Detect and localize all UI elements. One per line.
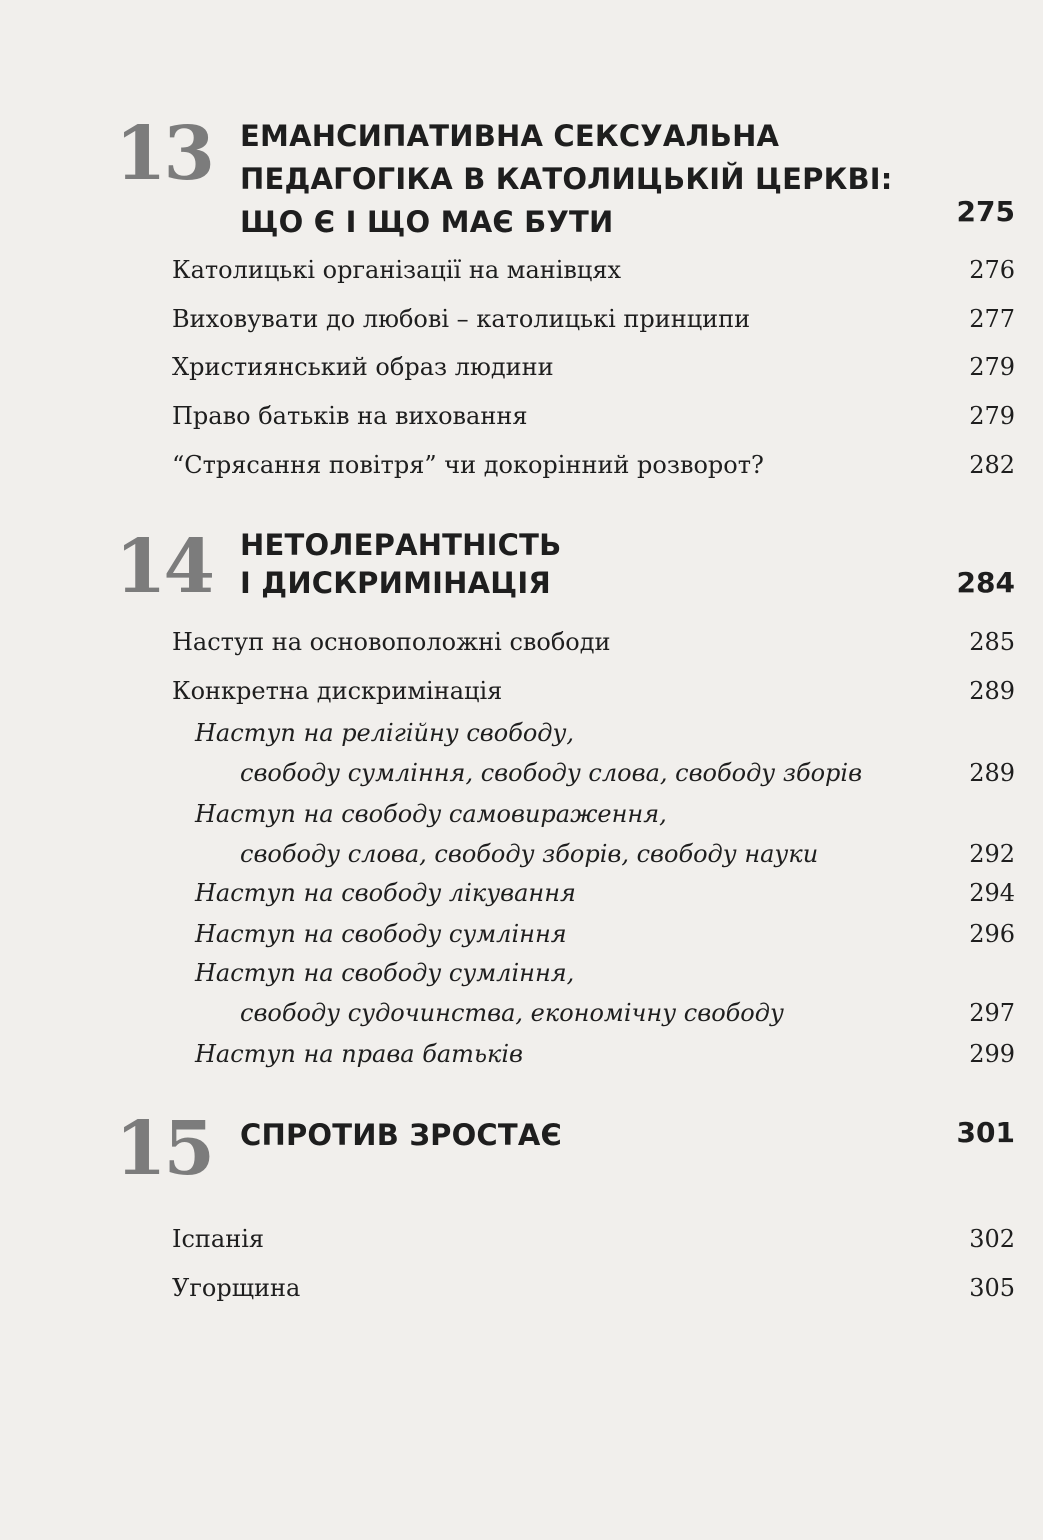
toc-subentry-line: свободу сумління, свободу слова, свободу зборів — [240, 759, 863, 787]
toc-page-number: 279 — [969, 353, 1015, 381]
chapter-title-line: ПЕДАГОГІКА В КАТОЛИЦЬКІЙ ЦЕРКВІ: — [240, 162, 893, 196]
toc-subentry-line: Наступ на релігійну свободу, — [195, 719, 575, 747]
toc-page-number: 296 — [969, 920, 1015, 948]
toc-subentry[interactable] — [195, 718, 1015, 788]
toc-entry-label: “Стрясання повітря” чи докорінний розворот? — [172, 451, 764, 479]
toc-entry-label: Угорщина — [172, 1274, 301, 1302]
toc-page-number: 289 — [969, 759, 1015, 787]
toc-entry[interactable] — [172, 401, 1015, 431]
chapter-page-number: 301 — [956, 1116, 1015, 1149]
toc-entry-label: Християнський образ людини — [172, 353, 554, 381]
chapter-title-line: ЕМАНСИПАТИВНА СЕКСУАЛЬНА — [240, 119, 780, 153]
toc-page-number: 294 — [969, 879, 1015, 907]
toc-subentry-line: свободу слова, свободу зборів, свободу науки — [240, 840, 819, 868]
toc-subentry[interactable] — [195, 799, 1015, 869]
toc-subentry-line: Наступ на права батьків — [195, 1040, 523, 1068]
chapter-title[interactable] — [240, 526, 930, 602]
toc-page-number: 302 — [969, 1225, 1015, 1253]
toc-subentry-line: Наступ на свободу сумління — [195, 920, 567, 948]
toc-entry[interactable] — [172, 627, 1015, 657]
toc-entry[interactable] — [172, 676, 1015, 706]
toc-subentry[interactable] — [195, 958, 1015, 1028]
toc-page-number: 292 — [969, 840, 1015, 868]
chapter-13 — [115, 111, 1015, 242]
chapter-page-number: 284 — [956, 566, 1015, 599]
chapter-title[interactable] — [240, 115, 930, 244]
toc-page-number: 277 — [969, 305, 1015, 333]
chapter-title-line: ЩО Є І ЩО МАЄ БУТИ — [240, 205, 614, 239]
toc-subentry-line: Наступ на свободу самовираження, — [195, 800, 667, 828]
chapter-number: 15 — [115, 1106, 212, 1192]
toc-page-number: 297 — [969, 999, 1015, 1027]
toc-page-number: 282 — [969, 451, 1015, 479]
toc-entry-label: Наступ на основоположні свободи — [172, 628, 611, 656]
toc-subentry[interactable] — [195, 1039, 1015, 1069]
toc-subentry-line: свободу судочинства, економічну свободу — [240, 999, 784, 1027]
toc-entry-label: Виховувати до любові – католицькі принципи — [172, 305, 751, 333]
chapter-title-line: НЕТОЛЕРАНТНІСТЬ — [240, 528, 562, 562]
toc-entry[interactable] — [172, 255, 1015, 285]
toc-entry[interactable] — [172, 1273, 1015, 1303]
toc-entry[interactable] — [172, 1224, 1015, 1254]
chapter-number: 14 — [115, 524, 212, 610]
chapter-title-line: СПРОТИВ ЗРОСТАЄ — [240, 1118, 563, 1152]
toc-entry-label: Іспанія — [172, 1225, 265, 1253]
toc-page-number: 276 — [969, 256, 1015, 284]
toc-entry-label: Католицькі організації на манівцях — [172, 256, 622, 284]
chapter-title[interactable] — [240, 1114, 930, 1157]
toc-page-number: 305 — [969, 1274, 1015, 1302]
chapter-title-line: І ДИСКРИМІНАЦІЯ — [240, 566, 551, 600]
toc-entry-label: Право батьків на виховання — [172, 402, 528, 430]
chapter-page-number: 275 — [956, 195, 1015, 228]
toc-entry[interactable] — [172, 304, 1015, 334]
toc-entry-label: Конкретна дискримінація — [172, 677, 503, 705]
toc-page-number: 289 — [969, 677, 1015, 705]
toc-subentry-line: Наступ на свободу сумління, — [195, 959, 575, 987]
toc-subentry[interactable] — [195, 919, 1015, 949]
toc-page-number: 285 — [969, 628, 1015, 656]
toc-page-number: 299 — [969, 1040, 1015, 1068]
toc-subentry[interactable] — [195, 878, 1015, 908]
chapter-14 — [115, 524, 1015, 610]
chapter-number: 13 — [115, 111, 212, 197]
toc-entry[interactable] — [172, 450, 1015, 480]
toc-subentry-line: Наступ на свободу лікування — [195, 879, 576, 907]
toc-entry[interactable] — [172, 352, 1015, 382]
chapter-15 — [115, 1106, 1015, 1192]
toc-page-number: 279 — [969, 402, 1015, 430]
